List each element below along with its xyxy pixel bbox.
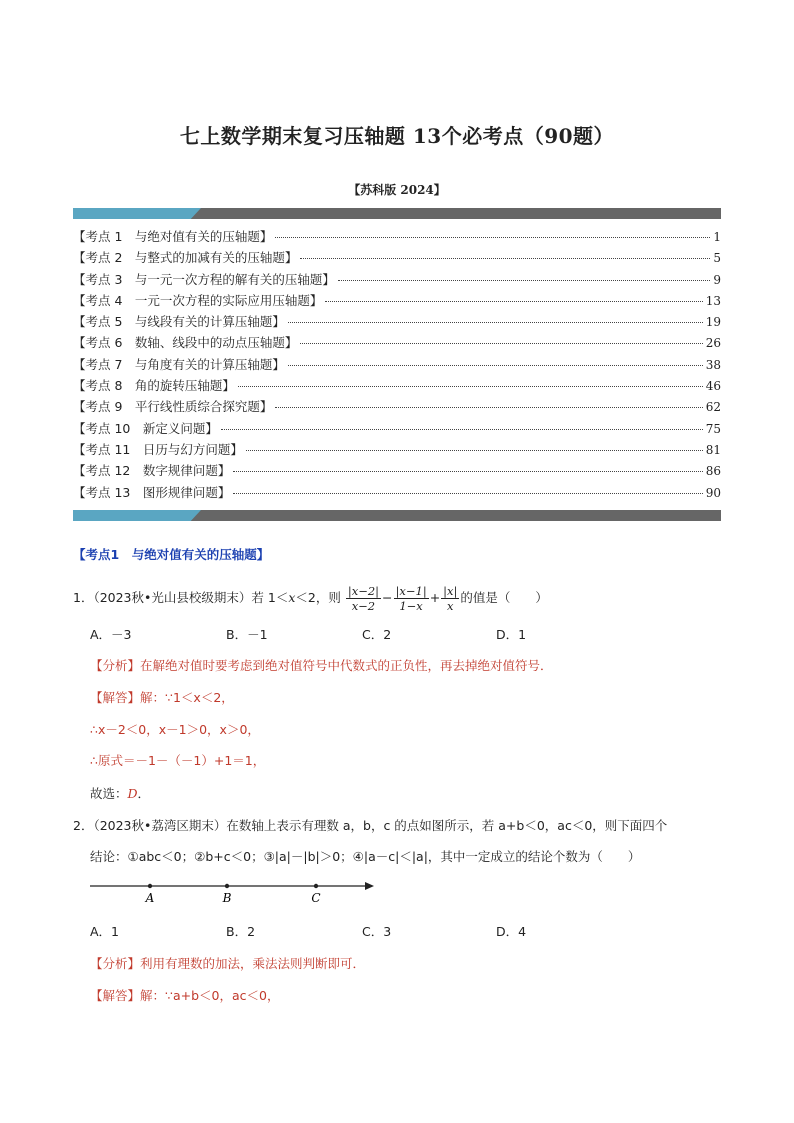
point-b-label: B (222, 891, 232, 905)
toc-item-page: 1 (713, 230, 721, 244)
option-b: B．2 (226, 924, 256, 939)
toc-leader-dots (288, 365, 703, 366)
toc-item[interactable] (73, 461, 721, 482)
toc-item-label: 【考点 12 数字规律问题】 (73, 463, 231, 479)
toc-leader-dots (338, 280, 710, 281)
point-c-dot (314, 884, 318, 888)
q1-answer-line3: ∴原式＝－1－（－1）+1＝1， (90, 753, 266, 768)
table-of-contents (73, 227, 721, 504)
toc-item-page: 81 (705, 442, 721, 457)
toc-item[interactable] (73, 227, 721, 248)
toc-item[interactable] (73, 376, 721, 397)
q1-prefix: 1．（2023秋•光山县校级期末）若 1＜ (73, 590, 289, 605)
question-2-line2: 结论：①abc＜0；②b+c＜0；③|a|－|b|＞0；④|a－c|＜|a|，其中一定成立的结论个数为（ ） (90, 849, 641, 864)
toc-leader-dots (325, 301, 702, 302)
answer-label: 【解答】 (90, 988, 141, 1003)
toc-item-label: 【考点 10 新定义问题】 (73, 420, 218, 436)
toc-leader-dots (233, 493, 702, 494)
answer-label: 【解答】 (90, 690, 141, 705)
toc-item[interactable] (73, 355, 721, 376)
toc-item[interactable] (73, 483, 721, 504)
divider-bar-top (73, 208, 721, 219)
point-a-label: A (145, 891, 155, 905)
toc-item-page: 26 (705, 336, 721, 351)
q1-fraction-2 (394, 584, 429, 613)
q2-answer-line1 (90, 986, 279, 1004)
toc-item-label: 【考点 5 与线段有关的计算压轴题】 (73, 314, 285, 330)
toc-item[interactable] (73, 333, 721, 354)
toc-item-page: 46 (705, 379, 721, 394)
toc-item-label: 【考点 13 图形规律问题】 (73, 484, 231, 500)
toc-item-label: 【考点 11 日历与幻方问题】 (73, 441, 243, 457)
frac-denominator: 1−x (399, 599, 423, 613)
toc-item-label: 【考点 8 角的旋转压轴题】 (73, 378, 235, 394)
q1-op1: − (382, 590, 393, 605)
divider-accent (73, 510, 201, 521)
toc-leader-dots (300, 258, 710, 259)
point-c-label: C (311, 891, 321, 905)
toc-leader-dots (288, 322, 703, 323)
toc-item-label: 【考点 2 与整式的加减有关的压轴题】 (73, 250, 298, 266)
q1-suffix: 的值是（ ） (460, 590, 548, 605)
section-heading: 【考点1 与绝对值有关的压轴题】 (73, 547, 270, 562)
frac-numerator: |x| (443, 584, 458, 598)
toc-item-page: 13 (705, 293, 721, 308)
option-d: D．1 (496, 627, 527, 642)
option-d: D．4 (496, 924, 527, 939)
number-line-figure (90, 876, 380, 906)
toc-item-label: 【考点 1 与绝对值有关的压轴题】 (73, 229, 273, 244)
toc-item-label: 【考点 6 数轴、线段中的动点压轴题】 (73, 335, 298, 351)
option-b: B．－1 (226, 627, 268, 642)
toc-item[interactable] (73, 270, 721, 291)
divider-accent (73, 208, 201, 219)
q2-analysis: 【分析】利用有理数的加法，乘法法则判断即可． (90, 956, 366, 971)
frac-denominator: x−2 (351, 599, 376, 613)
frac-denominator: x (447, 599, 454, 613)
q1-mid: ＜2，则 (295, 590, 341, 605)
toc-item[interactable] (73, 419, 721, 440)
toc-item-page: 86 (705, 464, 721, 479)
point-a-dot (148, 884, 152, 888)
question-1-stem (73, 584, 548, 613)
q1-fraction-3 (441, 584, 459, 613)
choice-letter: D (127, 786, 138, 801)
toc-item-page: 19 (705, 315, 721, 330)
page-title: 七上数学期末复习压轴题 13个必考点（90题） (179, 124, 615, 148)
choice-suffix: ． (137, 786, 151, 801)
option-c: C．3 (362, 924, 392, 939)
answer-text: 解：∵a+b＜0，ac＜0， (140, 988, 280, 1003)
toc-item[interactable] (73, 397, 721, 418)
frac-numerator: |x−1| (395, 584, 427, 598)
option-a: A．－3 (90, 627, 132, 642)
option-c: C．2 (362, 627, 392, 642)
toc-item-label: 【考点 7 与角度有关的计算压轴题】 (73, 356, 285, 372)
point-b-dot (225, 884, 229, 888)
q1-answer-line1 (90, 688, 234, 706)
q1-fraction-1 (346, 584, 381, 613)
toc-leader-dots (246, 450, 703, 451)
toc-leader-dots (300, 343, 702, 344)
answer-text: 解：∵1＜x＜2， (140, 690, 234, 705)
choice-prefix: 故选： (90, 786, 128, 801)
toc-leader-dots (221, 429, 703, 430)
option-a: A．1 (90, 924, 120, 939)
edition-label: 【苏科版 2024】 (348, 183, 446, 197)
toc-item-page: 62 (705, 400, 721, 415)
toc-item-page: 90 (705, 485, 721, 500)
toc-leader-dots (238, 386, 703, 387)
toc-leader-dots (233, 471, 702, 472)
toc-item-label: 【考点 3 与一元一次方程的解有关的压轴题】 (73, 271, 335, 287)
toc-item[interactable] (73, 440, 721, 461)
frac-numerator: |x−2| (347, 584, 380, 598)
toc-item-page: 9 (713, 272, 721, 287)
toc-item-label: 【考点 4 一元一次方程的实际应用压轴题】 (73, 292, 323, 308)
toc-item-page: 38 (705, 357, 721, 372)
toc-item[interactable] (73, 312, 721, 333)
divider-bar-bottom (73, 510, 721, 521)
toc-item-label: 【考点 9 平行线性质综合探究题】 (73, 399, 273, 415)
q1-var-x: x (288, 590, 296, 605)
number-line-arrow (365, 882, 374, 890)
q1-analysis: 【分析】在解绝对值时要考虑到绝对值符号中代数式的正负性，再去掉绝对值符号． (90, 658, 553, 673)
q1-choice (90, 784, 150, 802)
toc-item-page: 5 (713, 251, 721, 266)
toc-item[interactable] (73, 248, 721, 269)
question-2-line1: 2．（2023秋•荔湾区期末）在数轴上表示有理数 a，b，c 的点如图所示，若 a+b＜0，ac＜0，则下面四个 (73, 818, 668, 833)
toc-leader-dots (275, 237, 710, 238)
q1-answer-line2: ∴x－2＜0，x－1＞0，x＞0， (90, 722, 260, 737)
toc-leader-dots (275, 407, 702, 408)
toc-item-page: 75 (705, 421, 721, 436)
q1-op2: + (429, 590, 441, 605)
toc-item[interactable] (73, 291, 721, 312)
